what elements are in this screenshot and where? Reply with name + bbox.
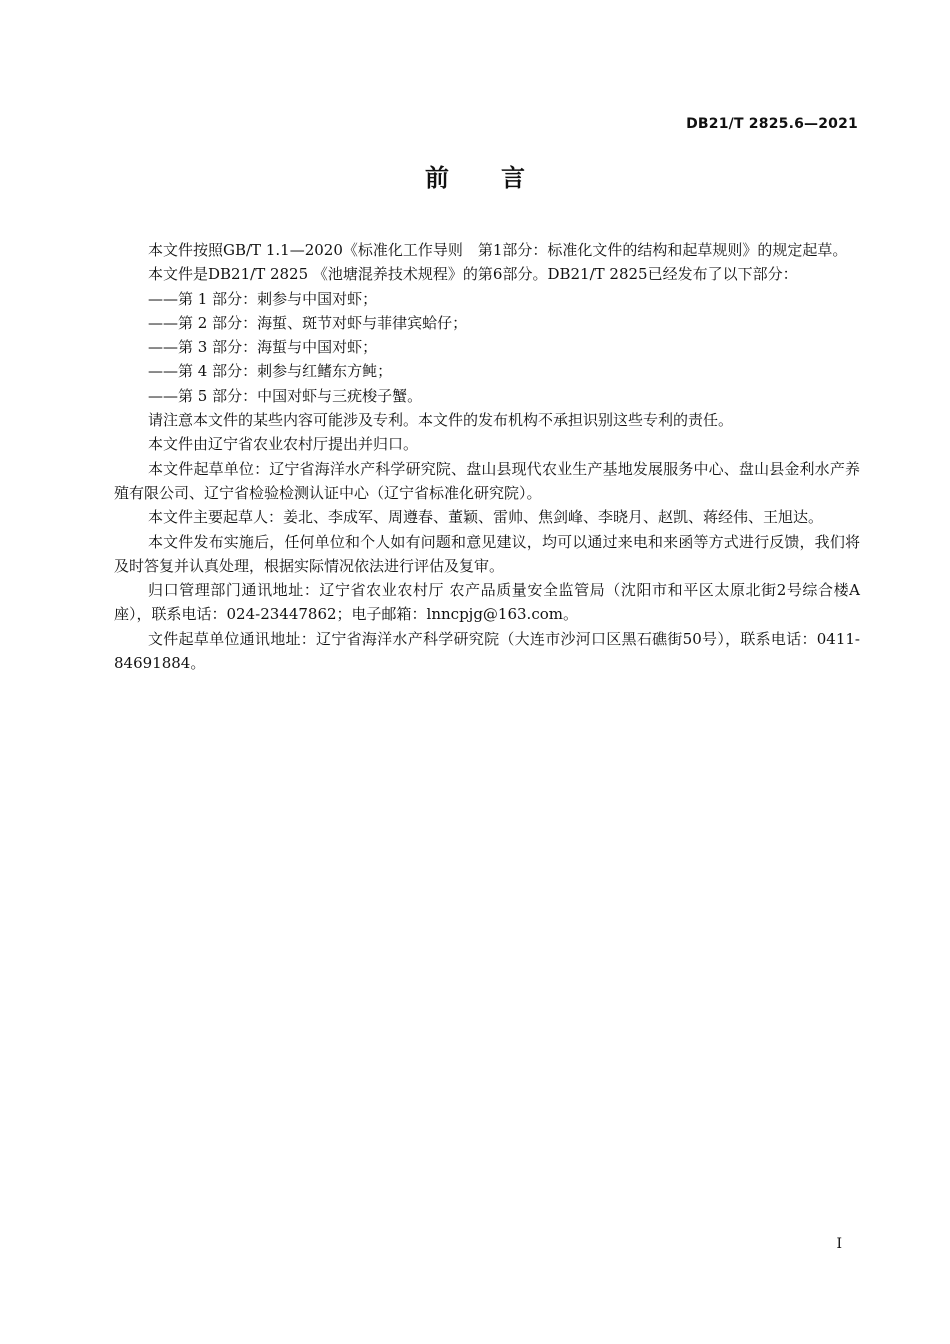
list-item: ——第 1 部分：刺参与中国对虾；	[148, 289, 378, 308]
document-code: DB21/T 2825.6—2021	[686, 116, 858, 132]
title-char-1: 前	[425, 164, 449, 192]
paragraph: 文件起草单位通讯地址：辽宁省海洋水产科学研究院（大连市沙河口区黑石礁街50号），联系电话：0411-84691884。	[114, 629, 860, 673]
page-title	[0, 158, 950, 193]
page-number: I	[836, 1236, 842, 1252]
paragraph: 本文件主要起草人：姜北、李成军、周遵春、董颖、雷帅、焦剑峰、李晓月、赵凯、蒋经伟、王旭达。	[148, 508, 824, 527]
paragraph: 本文件由辽宁省农业农村厅提出并归口。	[148, 435, 419, 454]
paragraph: 归口管理部门通讯地址：辽宁省农业农村厅 农产品质量安全监管局（沈阳市和平区太原北街2号综合楼A座），联系电话：024-23447862；电子邮箱：lnncpjg@163.com。	[114, 581, 860, 624]
list-item: ——第 4 部分：刺参与红鳍东方鲀；	[148, 362, 393, 381]
paragraph: 本文件是DB21/T 2825 《池塘混养技术规程》的第6部分。DB21/T 2825已经发布了以下部分：	[148, 265, 798, 284]
paragraph: 本文件发布实施后，任何单位和个人如有问题和意见建议，均可以通过来电和来函等方式进行反馈，我们将及时答复并认真处理，根据实际情况依法进行评估及复审。	[114, 532, 860, 575]
foreword-body	[114, 238, 860, 675]
paragraph: 请注意本文件的某些内容可能涉及专利。本文件的发布机构不承担识别这些专利的责任。	[148, 411, 734, 430]
paragraph: 本文件起草单位：辽宁省海洋水产科学研究院、盘山县现代农业生产基地发展服务中心、盘山县金利水产养殖有限公司、辽宁省检验检测认证中心（辽宁省标准化研究院）。	[114, 459, 860, 502]
paragraph: 本文件按照GB/T 1.1—2020《标准化工作导则 第1部分：标准化文件的结构和起草规则》的规定起草。	[148, 241, 848, 259]
list-item: ——第 5 部分：中国对虾与三疣梭子蟹。	[148, 386, 423, 405]
list-item: ——第 2 部分：海蜇、斑节对虾与菲律宾蛤仔；	[148, 313, 468, 332]
list-item: ——第 3 部分：海蜇与中国对虾；	[148, 338, 378, 357]
title-char-2: 言	[501, 164, 525, 192]
